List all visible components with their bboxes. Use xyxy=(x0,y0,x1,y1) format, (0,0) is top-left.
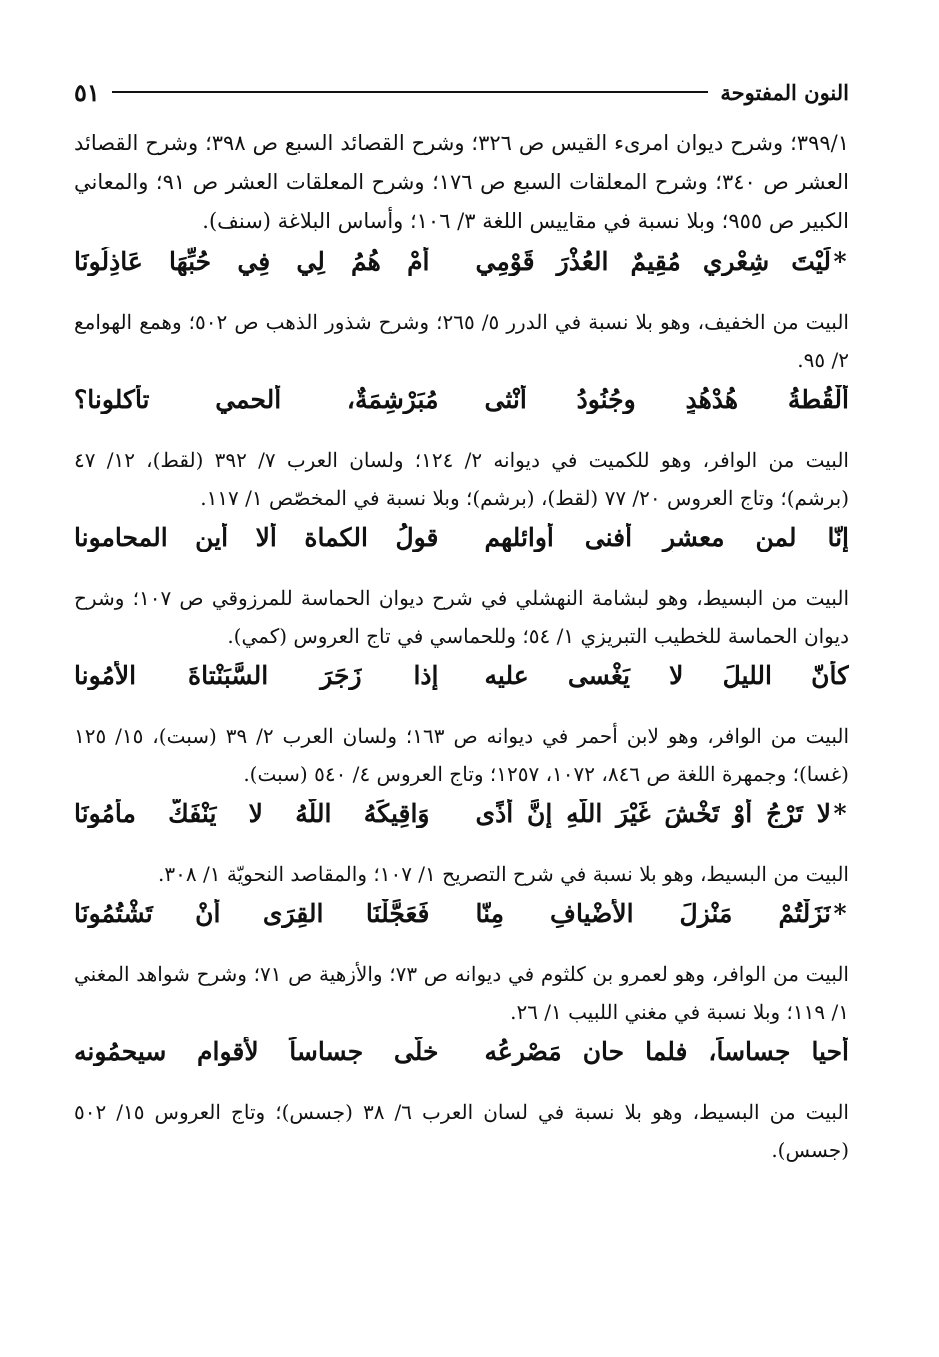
verse-second-hemistich: وَاقِيكَهُ اللّهُ لا يَنْفَكُّ مأمُونَا xyxy=(74,799,430,828)
verse-line xyxy=(74,1037,849,1093)
verse-second-hemistich: إذا زَجَرَ السَّبَنْتاةَ الأَمُونا xyxy=(74,661,439,690)
verse-second-hemistich: مُبَرْشِمَةٌ، ألحمي تأكلونا؟ xyxy=(74,385,439,414)
verse-first-hemistich: إنّا لمن معشرٍ أفنى أوائلهم xyxy=(484,523,849,552)
verse-line xyxy=(74,661,849,717)
verse-commentary: البيت من الوافر، وهو للكميت في ديوانه ٢/ ١٢٤؛ ولسان العرب ٧/ ٣٩٢ (لقط)، ١٢/ ٤٧ (برشم)؛ وتاج العروس ٢٠/ ٧٧ (لقط)، (برشم)؛ وبلا نسبة في المخصّص ١/ ١١٧. xyxy=(74,448,849,510)
header-rule xyxy=(112,91,709,93)
verse-commentary: البيت من الخفيف، وهو بلا نسبة في الدرر ٥/ ٢٦٥؛ وشرح شذور الذهب ص ٥٠٢؛ وهمع الهوامع ٢/ ٩٥. xyxy=(74,310,849,372)
verse-second-hemistich: قولُ الكماة ألا أين المحامونا xyxy=(74,523,439,552)
verse-commentary: البيت من البسيط، وهو بلا نسبة في لسان العرب ٦/ ٣٨ (جسس)؛ وتاج العروس ١٥/ ٥٠٢ (جسس). xyxy=(74,1100,849,1162)
verse-first-hemistich: أَلْقُطةُ هُدْهُدٍ وجُنُودُ أنْثى xyxy=(484,385,849,414)
verse-commentary: البيت من الوافر، وهو لابن أحمر في ديوانه ص ١٦٣؛ ولسان العرب ٢/ ٣٩ (سبت)، ١٥/ ١٢٥ (غسا)؛ وجمهرة اللغة ص ٨٤٦، ١٠٧٢، ١٢٥٧؛ وتاج العروس ٤/ ٥٤٠ (سبت). xyxy=(74,724,850,786)
verse-star-marker: * xyxy=(833,247,847,276)
verse-second-hemistich: خلّى جساساً لأقوام سيحمُونه xyxy=(74,1037,439,1066)
verse-star-marker: * xyxy=(833,899,847,928)
page-number: ٥١ xyxy=(74,77,100,107)
verse-commentary: البيت من البسيط، وهو بلا نسبة في شرح التصريح ١/ ١٠٧؛ والمقاصد النحويّة ١/ ٣٠٨. xyxy=(158,862,849,886)
verse-first-hemistich: نَزَلْتُمْ مَنْزِلَ الأضْيافِ مِنّا xyxy=(475,899,831,928)
continued-footnote: ٣٩٩/١؛ وشرح ديوان امرىء القيس ص ٣٢٦؛ وشرح القصائد السبع ص ٣٩٨؛ وشرح القصائد العشر ص ٣٤٠؛ وشرح المعلقات السبع ص ١٧٦؛ وشرح المعلقات العشر ص ٩١؛ والمعاني الكبير ص ٩٥٥؛ وبلا نسبة في مقاييس اللغة ٣/ ١٠٦؛ وأساس البلاغة (سنف). xyxy=(74,131,849,233)
verse-commentary: البيت من الوافر، وهو لعمرو بن كلثوم في ديوانه ص ٧٣؛ والأزهية ص ٧١؛ وشرح شواهد المغني ١/ ١١٩؛ وبلا نسبة في مغني اللبيب ١/ ٢٦. xyxy=(74,962,849,1024)
verse-first-hemistich: لا تَرْجُ أوْ تَخْشَ غَيْرَ اللّهِ إنَّ أذًى xyxy=(475,799,831,828)
verse-second-hemistich: أَمْ هُمُ لِي فِي حُبِّهَا عَاذِلُونَا xyxy=(74,247,430,276)
verse-line xyxy=(74,385,849,441)
page-header xyxy=(74,72,849,112)
chapter-title: النون المفتوحة xyxy=(720,79,849,105)
verse-first-hemistich: لَيْتَ شِعْرِي مُقِيمٌ العُذْرَ قَوْمِي xyxy=(475,247,831,276)
verse-line xyxy=(74,799,849,855)
verse-first-hemistich: أحيا جساساً، فلما حان مَصْرعُه xyxy=(484,1037,849,1066)
verse-first-hemistich: كأنّ الليلَ لا يَغْسى عليه xyxy=(484,661,849,690)
verse-commentary: البيت من البسيط، وهو لبشامة النهشلي في شرح ديوان الحماسة للمرزوقي ص ١٠٧؛ وشرح ديوان الحماسة للخطيب التبريزي ١/ ٥٤؛ وللحماسي في تاج العروس (كمي). xyxy=(74,586,849,648)
verse-star-marker: * xyxy=(833,799,847,828)
verse-line xyxy=(74,899,849,955)
verse-line xyxy=(74,247,849,303)
verse-second-hemistich: فَعَجَّلْنَا القِرَى أنْ تَشْتُمُونَا xyxy=(74,899,430,928)
verse-line xyxy=(74,523,849,579)
